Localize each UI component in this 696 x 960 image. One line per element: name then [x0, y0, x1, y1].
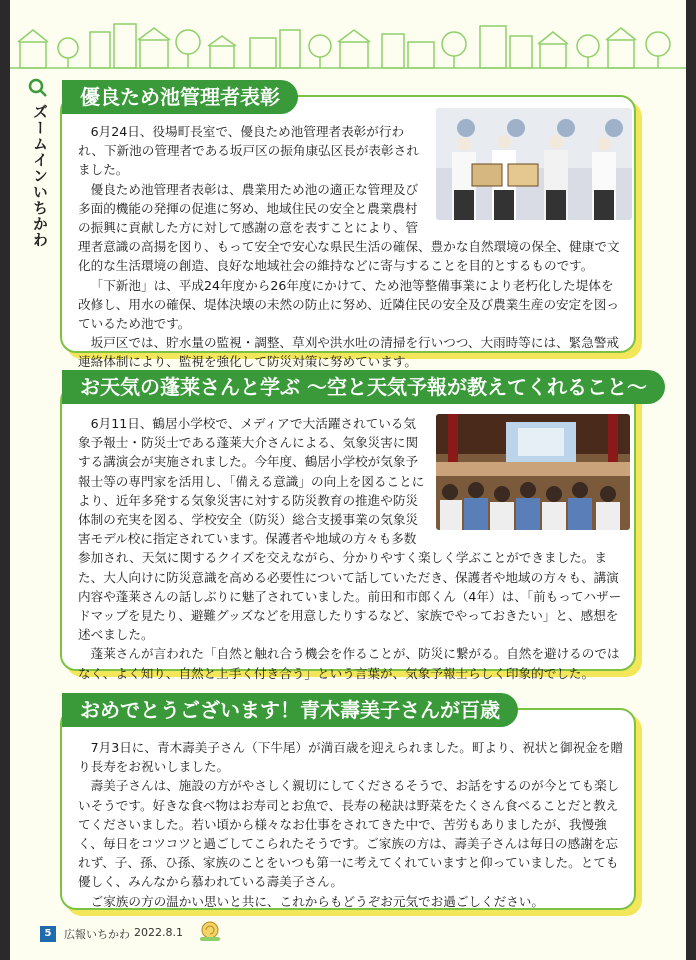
paragraph: 6月11日、鶴居小学校で、メディアで大活躍されている気象予報士・防災士である蓬莱大介さんによる、気象災害に関する講演会が実施されました。今年度、鶴居小学校が気象予報士等の専門家を活用し、「備える意識」の向上を図ることにより、近年多発する気象災害に対する防災教育の推進や防災体制の充実を図る、学校安全（防災）総合支援事業の気象災害モデル校に指定されています。保護者や地域の方々も多数参加され、天気に関するクイズを交えながら、分かりやすく楽しく学ぶことができました。また、大人向けに防災意識を高める必要性について話していただき、保護者や地域の方々も、講演内容や蓬莱さんの話しぶりに魅了されていました。前田和市郎くん（4年）は、「前もってハザードマップを見たり、避難グッズなどを用意したりするなど、家族でやっておきたい」と、感想を述べました。 [78, 416, 622, 643]
town-skyline-illustration [10, 12, 686, 70]
newsletter-page [10, 0, 686, 960]
zoom-in-ichikawa-label: ズームインいちかわ [31, 104, 49, 248]
award-photo [436, 108, 632, 220]
publication-name: 広報いちかわ [64, 928, 130, 941]
paragraph: 蓬莱さんが言われた「自然と触れ合う機会を作ることが、防災に繋がる。自然を避けるのではなく、よく知り、自然と上手く付き合う」という言葉が、気象予報士らしく印象的でした。 [78, 646, 620, 681]
issue-date: 2022.8.1 [134, 926, 183, 939]
paragraph: 6月24日、役場町長室で、優良ため池管理者表彰が行われ、下新池の管理者である坂戸区の振角康弘区長が表彰されました。 [78, 124, 419, 178]
article-centenarian-title: おめでとうございます！青木壽美子さんが百歳 [62, 693, 518, 727]
article-centenarian-body [78, 738, 626, 911]
article-award-title: 優良ため池管理者表彰 [62, 80, 298, 114]
article-weather-title: お天気の蓬莱さんと学ぶ ～空と天気予報が教えてくれること～ [62, 370, 665, 404]
paragraph: 壽美子さんは、施設の方がやさしく親切にしてくださるそうで、お話をするのが今とても楽しいそうです。好きな食べ物はお寿司とお魚で、長寿の秘訣は野菜をたくさん食べることだと教えてくださいました。若い頃から様々なお仕事をされてきた中で、苦労もありましたが、我慢強く、毎日をコツコツと過ごしてこられたそうです。ご家族の方は、壽美子さんは毎日の感謝を忘れず、子、孫、ひ孫、家族のことをいつも第一に考えてくれていますと仰っていました。とても優しく、みんなから慕われている壽美子さん。 [78, 778, 620, 890]
paragraph: 優良ため池管理者表彰は、農業用ため池の適正な管理及び多面的機能の発揮の促進に努め、地域住民の安全と農業農村の振興に貢献した方に対して感謝の意を表すことにより、管理者意識の高揚を図り、もって安全で安心な県民生活の確保、豊かな自然環境の保全、健康で文化的な生活環境の創造、良好な地域社会の維持などに寄与することを目的とするものです。 [78, 181, 620, 274]
side-column-title [28, 78, 54, 248]
paragraph: 7月3日に、青木壽美子さん（下牛尾）が満百歳を迎えられました。町より、祝状と御祝金を贈り長寿をお祝いしました。 [78, 740, 623, 775]
paragraph: 坂戸区では、貯水量の監視・調整、草刈や洪水吐の清掃を行いつつ、大雨時等には、緊急警戒連絡体制により、監視を強化して防災対策に努めています。 [78, 335, 620, 370]
paragraph: 「下新池」は、平成24年度から26年度にかけて、ため池等整備事業により老朽化した堤体を改修し、用水の確保、堤体決壊の未然の防止に努め、近隣住民の安全及び農業生産の安定を図っているため池です。 [78, 277, 620, 332]
magnifier-icon [28, 78, 48, 98]
article-weather-body [78, 414, 626, 683]
article-award-body [78, 122, 626, 372]
snail-mascot-icon [198, 920, 222, 942]
paragraph: ご家族の方の温かい思いと共に、これからもどうぞお元気でお過ごしください。 [90, 893, 544, 909]
lecture-photo [436, 414, 630, 530]
page-number: 5 [40, 926, 56, 942]
